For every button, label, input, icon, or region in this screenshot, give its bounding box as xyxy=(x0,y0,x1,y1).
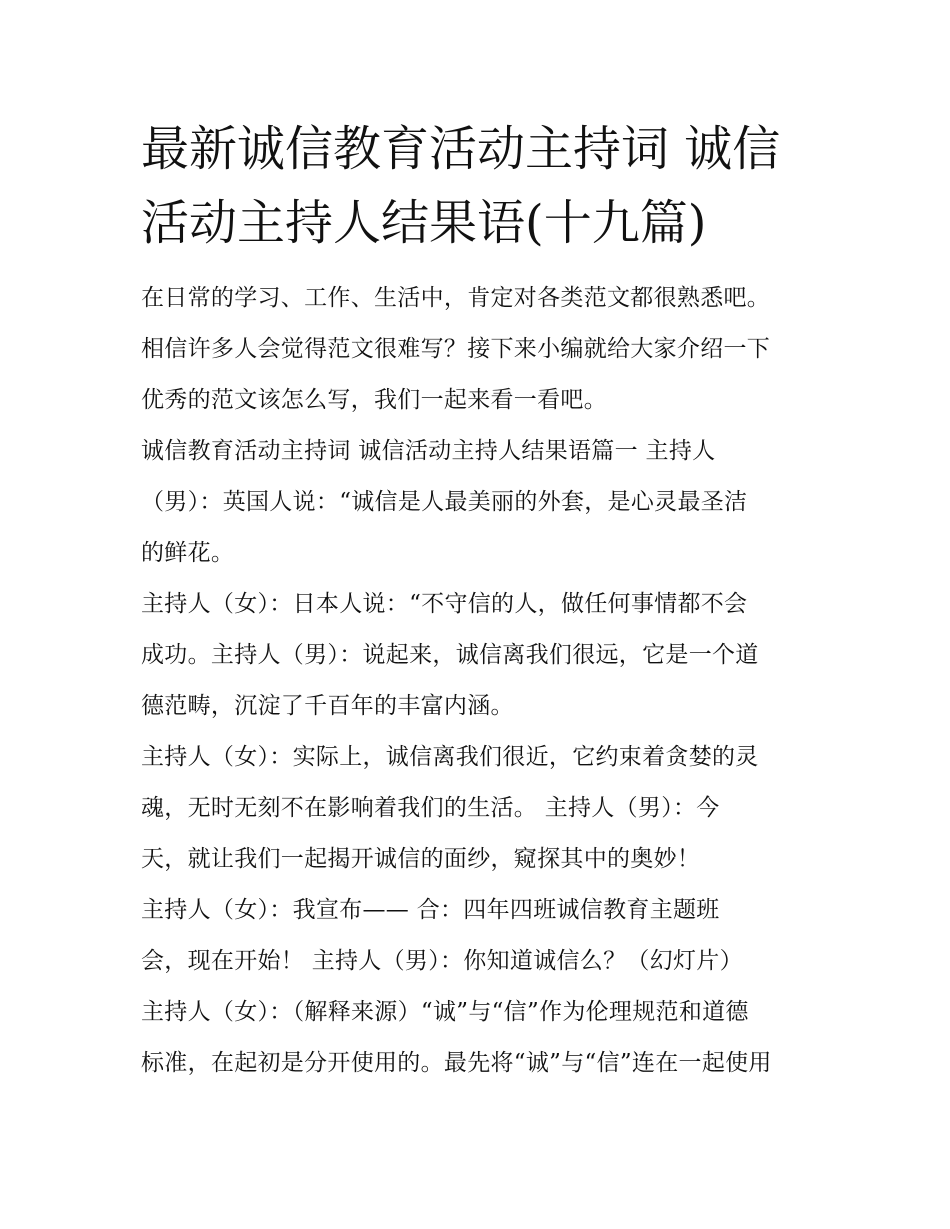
text-line: 天，就让我们一起揭开诚信的面纱，窥探其中的奥妙！ xyxy=(141,846,701,872)
text-line: 的鲜花。 xyxy=(141,540,235,566)
text-line: 标准，在起初是分开使用的。最先将“诚”与“信”连在一起使用 xyxy=(141,1050,772,1076)
paragraph-section-one xyxy=(141,426,821,579)
text-line: 德范畴，沉淀了千百年的丰富内涵。 xyxy=(141,693,514,719)
text-line: 主持人（女）：日本人说：“不守信的人，做任何事情都不会 xyxy=(141,591,748,617)
text-line: 成功。主持人（男）：说起来，诚信离我们很远，它是一个道 xyxy=(141,642,759,668)
paragraph-dialogue-3 xyxy=(141,885,821,987)
title-line-2: 活动主持人结果语(十九篇) xyxy=(141,195,707,251)
text-line: 诚信教育活动主持词 诚信活动主持人结果语篇一 主持人 xyxy=(141,438,716,464)
text-line: 魂，无时无刻不在影响着我们的生活。 主持人（男）：今 xyxy=(141,795,720,821)
paragraph-intro xyxy=(141,273,821,426)
paragraph-dialogue-1 xyxy=(141,579,821,732)
title-line-1: 最新诚信教育活动主持词 诚信 xyxy=(141,121,781,177)
text-line: 相信许多人会觉得范文很难写？接下来小编就给大家介绍一下 xyxy=(141,336,771,362)
paragraph-dialogue-2 xyxy=(141,732,821,885)
text-line: 主持人（女）：（解释来源）“诚”与“信”作为伦理规范和道德 xyxy=(141,999,749,1025)
text-line: （男）：英国人说：“诚信是人最美丽的外套，是心灵最圣洁 xyxy=(141,489,748,515)
document-title xyxy=(141,112,821,260)
paragraph-dialogue-4 xyxy=(141,987,821,1089)
text-line: 在日常的学习、工作、生活中，肯定对各类范文都很熟悉吧。 xyxy=(141,285,771,311)
document-body xyxy=(141,273,821,1089)
text-line: 主持人（女）：我宣布—— 合：四年四班诚信教育主题班 xyxy=(141,897,720,923)
text-line: 会，现在开始！ 主持人（男）：你知道诚信么？（幻灯片） xyxy=(141,948,743,974)
text-line: 优秀的范文该怎么写，我们一起来看一看吧。 xyxy=(141,387,607,413)
text-line: 主持人（女）：实际上，诚信离我们很近，它约束着贪婪的灵 xyxy=(141,744,759,770)
